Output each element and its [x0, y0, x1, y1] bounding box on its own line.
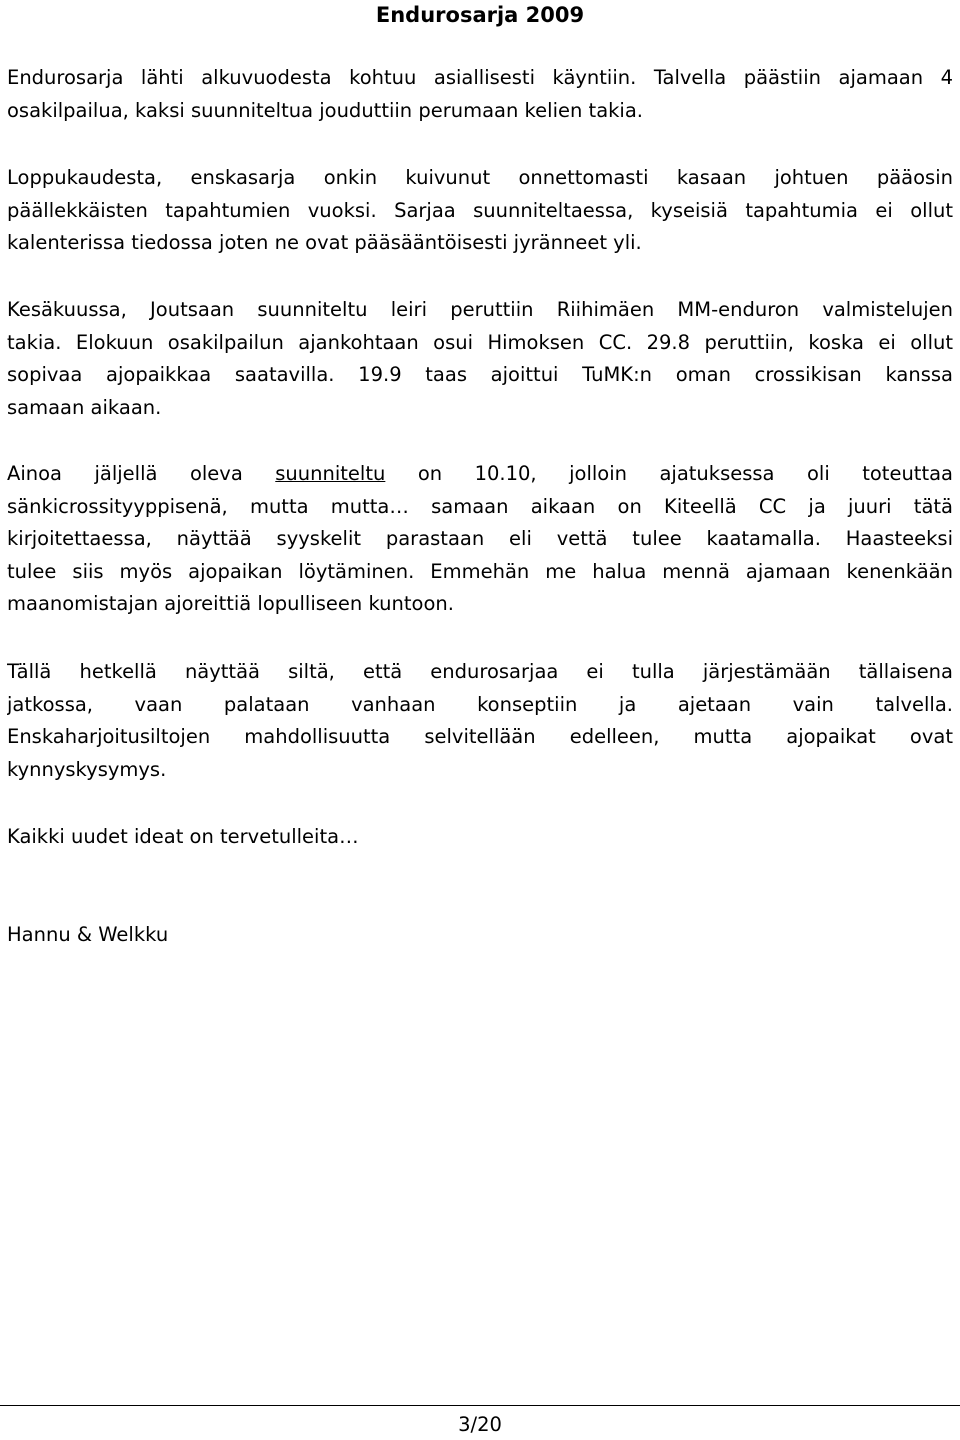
paragraph-3-line-4: samaan aikaan.	[7, 395, 162, 419]
paragraph-2-line-1: Loppukaudesta, enskasarja onkin kuivunut onnettomasti kasaan johtuen pääosin	[7, 166, 953, 189]
underlined-word: suunniteltu	[275, 462, 386, 485]
paragraph-3-line-3: sopivaa ajopaikkaa saatavilla. 19.9 taas ajoittui TuMK:n oman crossikisan kanssa	[7, 363, 953, 386]
paragraph-4-line-1	[7, 458, 953, 491]
paragraph-4-line-3: kirjoitettaessa, näyttää syyskelit parastaan eli vettä tulee kaatamalla. Haasteeksi	[7, 527, 953, 550]
paragraph-2-line-3: kalenterissa tiedossa joten ne ovat pääsääntöisesti jyränneet yli.	[7, 231, 642, 254]
signature	[7, 919, 953, 952]
paragraph-1-line-1: Endurosarja lähti alkuvuodesta kohtuu asiallisesti käyntiin. Talvella päästiin ajamaan 4	[7, 66, 953, 89]
paragraph-5-line-2: jatkossa, vaan palataan vanhaan konseptiin ja ajetaan vain talvella.	[7, 692, 953, 716]
paragraph-4-line-1-start: Ainoa jäljellä oleva	[7, 462, 276, 485]
paragraph-5	[7, 656, 953, 786]
paragraph-4-line-1-end: on 10.10, jolloin ajatuksessa oli toteuttaa	[385, 462, 953, 485]
paragraph-5-line-1: Tällä hetkellä näyttää siltä, että endurosarjaa ei tulla järjestämään tällaisena	[7, 660, 953, 683]
paragraph-2-line-2: päällekkäisten tapahtumien vuoksi. Sarjaa suunniteltaessa, kyseisiä tapahtumia ei ollut	[7, 198, 953, 222]
footer-divider	[0, 1405, 960, 1406]
page-number: 3/20	[458, 1413, 502, 1436]
paragraph-5-line-3: Enskaharjoitusiltojen mahdollisuutta selvitellään edelleen, mutta ajopaikat ovat	[7, 725, 953, 748]
paragraph-4-line-4: tulee siis myös ajopaikan löytäminen. Emmehän me halua mennä ajamaan kenenkään	[7, 559, 953, 583]
paragraph-4-line-5: maanomistajan ajoreittiä lopulliseen kuntoon.	[7, 592, 454, 615]
paragraph-5-line-4: kynnyskysymys.	[7, 757, 167, 781]
paragraph-3-line-1: Kesäkuussa, Joutsaan suunniteltu leiri peruttiin Riihimäen MM-enduron valmistelujen	[7, 298, 953, 321]
paragraph-4-line-2: sänkicrossityyppisenä, mutta mutta… samaan aikaan on Kiteellä CC ja juuri tätä	[7, 494, 953, 518]
paragraph-4	[7, 458, 953, 621]
paragraph-6	[7, 821, 953, 854]
paragraph-1-line-2: osakilpailua, kaksi suunniteltua jouduttiin perumaan kelien takia.	[7, 98, 643, 122]
document-title: Endurosarja 2009	[375, 3, 585, 27]
paragraph-3	[7, 294, 953, 424]
signature-text: Hannu & Welkku	[7, 923, 169, 946]
paragraph-3-line-2: takia. Elokuun osakilpailun ajankohtaan osui Himoksen CC. 29.8 peruttiin, koska ei ollut	[7, 330, 953, 354]
paragraph-1	[7, 62, 953, 127]
paragraph-6-line-1: Kaikki uudet ideat on tervetulleita…	[7, 825, 359, 848]
paragraph-2	[7, 162, 953, 260]
